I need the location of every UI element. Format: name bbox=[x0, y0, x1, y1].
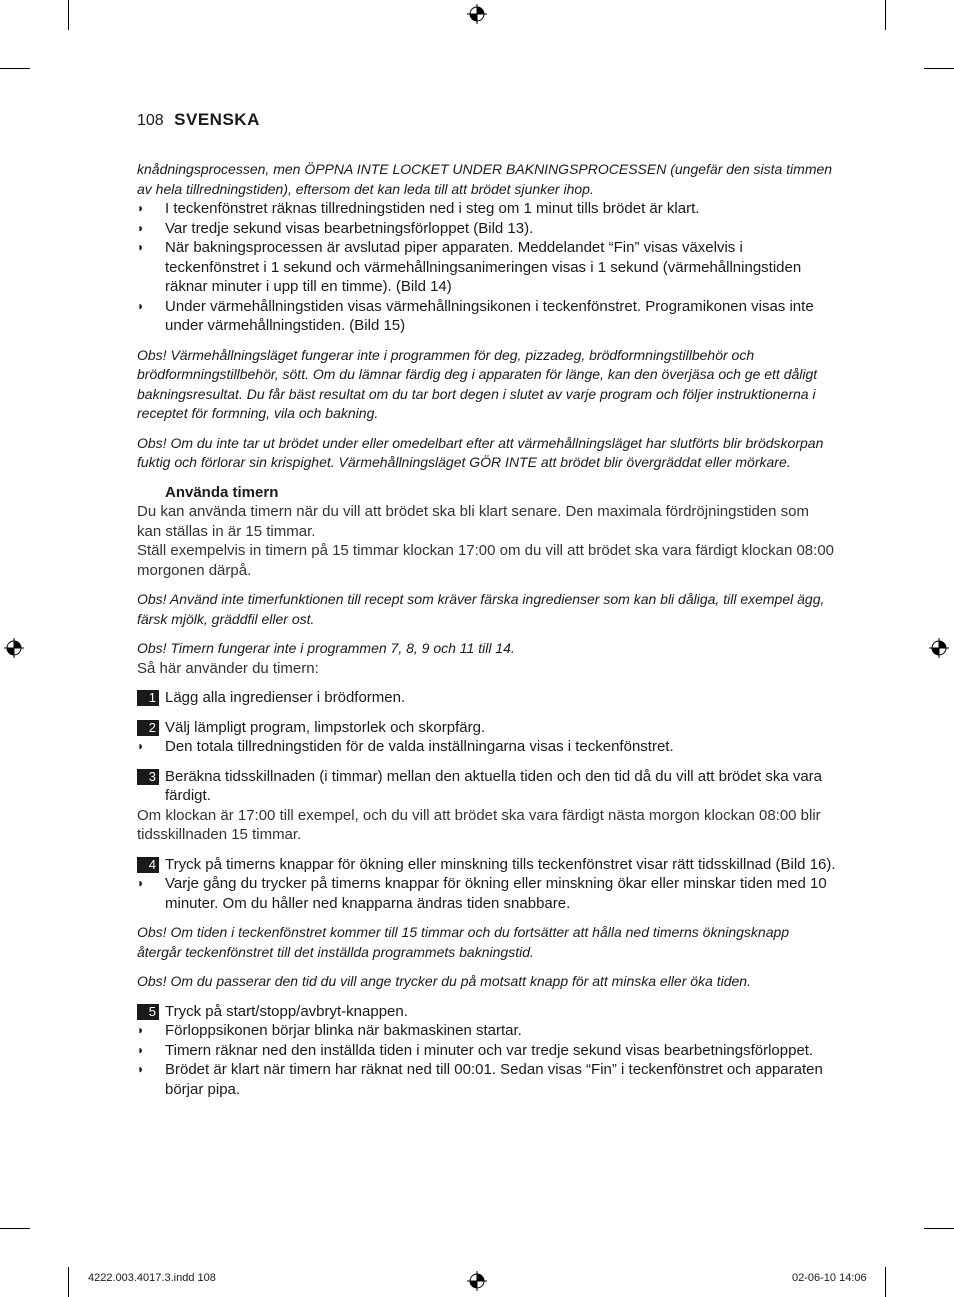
crop-mark-tl-v bbox=[68, 0, 69, 30]
footer-timestamp: 02-06-10 14:06 bbox=[792, 1272, 867, 1284]
note-opposite-button: Obs! Om du passerar den tid du vill ange trycker du på motsatt knapp för att minska eller öka tiden. bbox=[137, 973, 751, 989]
section-paragraph-1: Du kan använda timern när du vill att brödet ska bli klart senare. Den maximala fördröjningstiden som kan ställas in är 15 timmar. bbox=[137, 503, 809, 540]
bullet-icon: ◗ bbox=[137, 739, 145, 753]
step-number: 2 bbox=[137, 720, 159, 736]
crop-mark-br-v bbox=[885, 1267, 886, 1297]
list-item bbox=[137, 238, 837, 297]
crop-mark-br-h bbox=[924, 1228, 954, 1229]
step-4-bullets bbox=[137, 874, 837, 913]
note-keep-warm: Obs! Värmehållningsläget fungerar inte i programmen för deg, pizzadeg, brödformningstillbehör och brödformningstillbehör, sött. Om du lämnar färdig deg i apparaten för länge, kan den överjäsa och ge ett dåligt bakningsresultat. Du får bäst resultat om du tar bort degen i slutet av varje program och följer instruktionerna i receptet för formning, vila och bakning. bbox=[137, 346, 818, 421]
step-4 bbox=[137, 855, 837, 875]
step-text: Beräkna tidsskillnaden (i timmar) mellan den aktuella tiden och den tid då du vill att brödet ska vara färdigt. bbox=[165, 767, 823, 804]
crop-mark-bl-v bbox=[68, 1267, 69, 1297]
step-number: 5 bbox=[137, 1004, 159, 1020]
step-2 bbox=[137, 718, 837, 738]
step-number: 4 bbox=[137, 857, 159, 873]
step-number: 3 bbox=[137, 769, 159, 785]
list-item bbox=[137, 199, 837, 219]
list-item bbox=[137, 874, 837, 913]
list-item-text: Under värmehållningstiden visas värmehållningsikonen i teckenfönstret. Programikonen visas inte under värmehållningstiden. (Bild 15) bbox=[165, 297, 814, 334]
list-item-text: Brödet är klart när timern har räknat ned till 00:01. Sedan visas “Fin” i teckenfönstret och apparaten börjar pipa. bbox=[165, 1061, 823, 1098]
page-number: 108 bbox=[137, 112, 164, 129]
note-fresh-ingredients: Obs! Använd inte timerfunktionen till recept som kräver färska ingredienser som kan bli dåliga, till exempel ägg, färsk mjölk, gräddfil eller ost. bbox=[137, 591, 825, 627]
section-paragraph-2: Ställ exempelvis in timern på 15 timmar klockan 17:00 om du vill att brödet ska vara färdigt klockan 08:00 morgonen därpå. bbox=[137, 542, 835, 579]
list-item bbox=[137, 219, 837, 239]
howto-text: Så här använder du timern: bbox=[137, 659, 319, 677]
intro-italic-text: knådningsprocessen, men ÖPPNA INTE LOCKET UNDER BAKNINGSPROCESSEN (ungefär den sista timmen av hela tillredningstiden), eftersom det kan leda till att brödet sjunker ihop. bbox=[137, 161, 833, 197]
bullet-icon: ◗ bbox=[137, 240, 145, 254]
list-item bbox=[137, 1060, 837, 1099]
step-text: Tryck på start/stopp/avbryt-knappen. bbox=[165, 1002, 408, 1020]
list-item-text: Timern räknar ned den inställda tiden i minuter och var tredje sekund visas bearbetningsförloppet. bbox=[165, 1041, 814, 1059]
note-programs: Obs! Timern fungerar inte i programmen 7, 8, 9 och 11 till 14. bbox=[137, 640, 515, 656]
list-item-text: Var tredje sekund visas bearbetningsförloppet (Bild 13). bbox=[165, 219, 534, 237]
page-header bbox=[137, 109, 260, 132]
section-title: Använda timern bbox=[165, 483, 279, 501]
list-item-text: Varje gång du trycker på timerns knappar för ökning eller minskning ökar eller minskar tiden med 10 minuter. Om du håller ned knapparna ändras tiden snabbare. bbox=[165, 875, 827, 912]
bullet-icon: ◗ bbox=[137, 220, 145, 235]
list-item bbox=[137, 1021, 837, 1041]
step-5-bullets bbox=[137, 1021, 837, 1099]
step-text: Lägg alla ingredienser i brödformen. bbox=[165, 689, 406, 706]
step-number: 1 bbox=[137, 690, 159, 706]
bullet-icon: ◗ bbox=[137, 1062, 145, 1076]
registration-mark-right-icon bbox=[929, 638, 949, 658]
note-crust: Obs! Om du inte tar ut brödet under eller omedelbart efter att värmehållningsläget har slutförts blir brödskorpan fuktig och förlorar sin krispighet. Värmehållningsläget GÖR INTE att brödet blir övergräddat eller mörkare. bbox=[137, 434, 824, 470]
note-15-hours: Obs! Om tiden i teckenfönstret kommer till 15 timmar och du fortsätter att hålla ned timerns ökningsknapp återgår teckenfönstret till det inställda programmets bakningstid. bbox=[137, 924, 790, 960]
step-5 bbox=[137, 1002, 837, 1022]
bullet-icon: ◗ bbox=[137, 298, 145, 313]
step-3 bbox=[137, 767, 837, 806]
language-heading: SVENSKA bbox=[174, 110, 260, 129]
step-3-example: Om klockan är 17:00 till exempel, och du vill att brödet ska vara färdigt nästa morgon klockan 08:00 blir tidsskillnaden 15 timmar. bbox=[137, 806, 821, 843]
step-1 bbox=[137, 688, 837, 708]
registration-mark-top-icon bbox=[467, 4, 487, 24]
bullet-icon: ◗ bbox=[137, 1042, 145, 1057]
step-text: Välj lämpligt program, limpstorlek och skorpfärg. bbox=[165, 718, 486, 736]
crop-mark-tr-v bbox=[885, 0, 886, 30]
step-2-bullets bbox=[137, 737, 837, 757]
step-text: Tryck på timerns knappar för ökning eller minskning tills teckenfönstret visar rätt tidsskillnad (Bild 16). bbox=[165, 855, 836, 873]
list-item bbox=[137, 737, 837, 757]
list-item bbox=[137, 297, 837, 336]
list-item-text: I teckenfönstret räknas tillredningstiden ned i steg om 1 minut tills brödet är klart. bbox=[165, 200, 700, 217]
bullet-icon: ◗ bbox=[137, 1023, 145, 1037]
bullet-icon: ◗ bbox=[137, 201, 145, 215]
crop-mark-tl-h bbox=[0, 68, 30, 69]
list-item-text: Förloppsikonen börjar blinka när bakmaskinen startar. bbox=[165, 1022, 522, 1039]
page-content bbox=[137, 160, 837, 1099]
registration-mark-bottom-icon bbox=[467, 1271, 487, 1291]
list-item bbox=[137, 1041, 837, 1061]
registration-mark-left-icon bbox=[4, 638, 24, 658]
bullet-icon: ◗ bbox=[137, 876, 145, 890]
list-item-text: Den totala tillredningstiden för de valda inställningarna visas i teckenfönstret. bbox=[165, 738, 674, 755]
crop-mark-bl-h bbox=[0, 1228, 30, 1229]
crop-mark-tr-h bbox=[924, 68, 954, 69]
list-item-text: När bakningsprocessen är avslutad piper apparaten. Meddelandet “Fin” visas växelvis i teckenfönstret i 1 sekund och värmehållningsanimeringen visas i 1 sekund (värmehållningstiden räknar minuter i upp till en timme). (Bild 14) bbox=[165, 239, 802, 295]
footer-file-info: 4222.003.4017.3.indd 108 bbox=[88, 1272, 216, 1284]
bullet-list-1 bbox=[137, 199, 837, 336]
